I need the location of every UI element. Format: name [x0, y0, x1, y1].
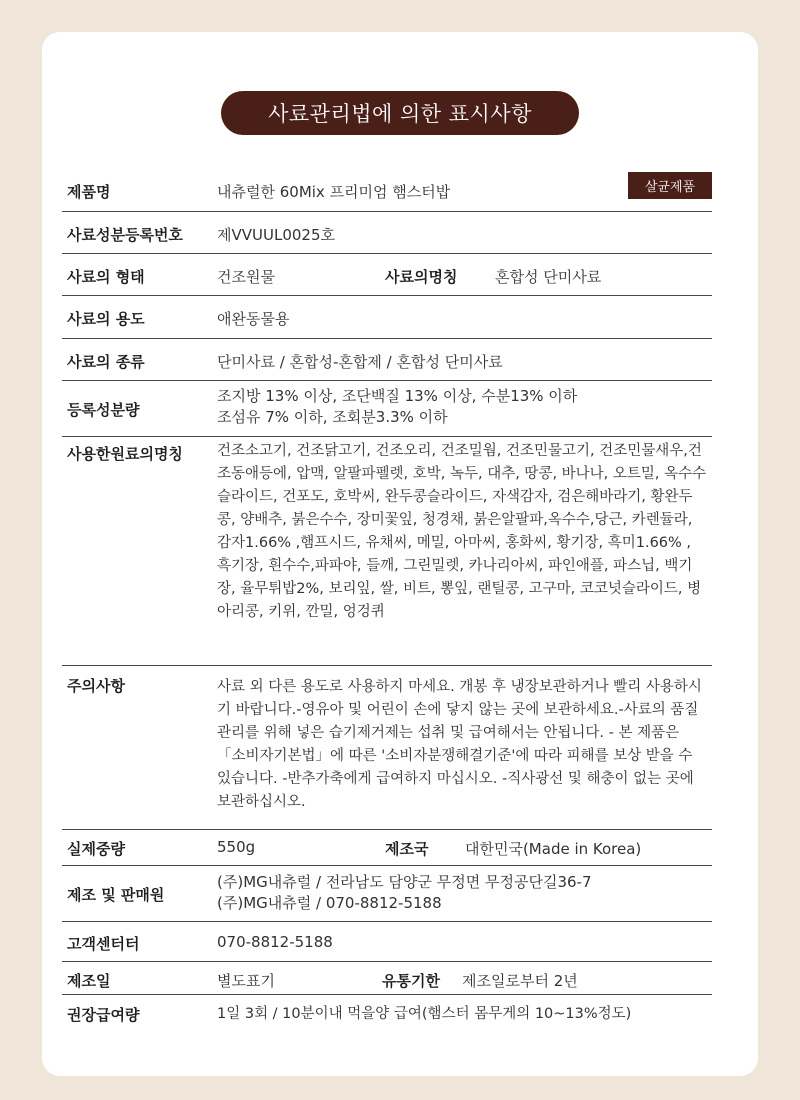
row-manufacture-date [62, 962, 712, 995]
row-label-secondary: 제조국 [385, 840, 429, 858]
row-value: 내츄럴한 60Mix 프리미엄 햄스터밥 [217, 183, 451, 201]
row-value: 제VVUUL0025호 [217, 226, 335, 244]
row-use [62, 296, 712, 339]
row-value [217, 872, 592, 914]
manufacturer-line-2: (주)MG내츄럴 / 070-8812-5188 [217, 894, 442, 912]
row-form [62, 254, 712, 296]
row-registration-no [62, 212, 712, 254]
row-weight [62, 830, 712, 866]
row-manufacturer [62, 866, 712, 922]
row-label: 사료의 형태 [67, 268, 145, 286]
row-value: 애완동물용 [217, 310, 290, 328]
row-value: 1일 3회 / 10분이내 먹을양 급여(햄스터 몸무게의 10~13%정도) [217, 1006, 632, 1022]
row-label: 주의사항 [67, 677, 125, 695]
composition-line-1: 조지방 13% 이상, 조단백질 13% 이상, 수분13% 이하 [217, 387, 578, 405]
row-label: 실제중량 [67, 840, 125, 858]
row-label: 사료의 종류 [67, 353, 145, 371]
row-value: 건조소고기, 건조닭고기, 건조오리, 건조밀웜, 건조민물고기, 건조민물새우,건조동애등에, 압맥, 알팔파펠렛, 호박, 녹두, 대추, 땅콩, 바나나, 오트밀, 옥수수슬라이드, 건포도, 호박씨, 완두콩슬라이드, 자색감자, 검은해바라기, 황완두콩, 양배추, 붉은수수, 장미꽃잎, 청경채, 붉은알팔파,옥수수,당근, 카렌듈라, 감자1.66% ,햄프시드, 유채씨, 메밀, 아마씨, 홍화씨, 황기장, 흑미1.66% , 흑기장, 흰수수,파파야, 들깨, 그린밀렛, 카나리아씨, 파인애플, 파스닙, 백기장, 율무튀밥2%, 보리잎, 쌀, 비트, 뽕잎, 랜틸콩, 고구마, 코코넛슬라이드, 병아리콩, 키위, 깐밀, 엉겅퀴 [217, 443, 707, 620]
row-product-name [62, 169, 712, 212]
row-value-secondary: 제조일로부터 2년 [462, 972, 578, 990]
row-value-secondary: 대한민국(Made in Korea) [465, 840, 642, 858]
row-value: 550g [217, 838, 256, 856]
row-caution [62, 666, 712, 830]
manufacturer-line-1: (주)MG내츄럴 / 전라남도 담양군 무정면 무정공단길36-7 [217, 873, 592, 891]
row-label-secondary: 유통기한 [382, 972, 440, 990]
row-kind [62, 339, 712, 381]
row-feeding [62, 995, 712, 1055]
row-label-secondary: 사료의명칭 [385, 268, 458, 286]
row-value: 건조원물 [217, 268, 275, 286]
row-value-secondary: 혼합성 단미사료 [495, 268, 602, 286]
row-value: 사료 외 다른 용도로 사용하지 마세요. 개봉 후 냉장보관하거나 빨리 사용하시기 바랍니다.-영유아 및 어린이 손에 닿지 않는 곳에 보관하세요.-사료의 품질관리를 위해 넣은 습기제거제는 섭취 및 급여해서는 안됩니다. - 본 제품은 「소비자기본법」에 따른 '소비자분쟁해결기준'에 따라 피해를 보상 받을 수 있습니다. -반추가축에게 급여하지 마십시오. -직사광선 및 해충이 없는 곳에 보관하십시오. [217, 679, 702, 810]
row-label: 권장급여량 [67, 1006, 140, 1024]
row-value [217, 386, 577, 428]
label-card [42, 32, 758, 1076]
row-value: 별도표기 [217, 972, 275, 990]
row-label: 사료성분등록번호 [67, 226, 183, 244]
composition-line-2: 조섬유 7% 이하, 조회분3.3% 이하 [217, 408, 448, 426]
row-customer-center [62, 922, 712, 962]
row-label: 사료의 용도 [67, 310, 145, 328]
row-label: 등록성분량 [67, 401, 140, 419]
row-ingredients [62, 437, 712, 666]
row-label: 제조일 [67, 972, 111, 990]
page-title: 사료관리법에 의한 표시사항 [221, 91, 579, 135]
row-composition [62, 381, 712, 437]
sterilized-badge: 살균제품 [628, 172, 712, 199]
row-label: 제품명 [67, 183, 111, 201]
row-value: 단미사료 / 혼합성-혼합제 / 혼합성 단미사료 [217, 353, 503, 371]
info-table [62, 169, 712, 1055]
row-value: 070-8812-5188 [217, 933, 333, 951]
row-label: 고객센터터 [67, 935, 140, 953]
row-label: 제조 및 판매원 [67, 886, 165, 904]
row-label: 사용한원료의명칭 [67, 445, 183, 463]
